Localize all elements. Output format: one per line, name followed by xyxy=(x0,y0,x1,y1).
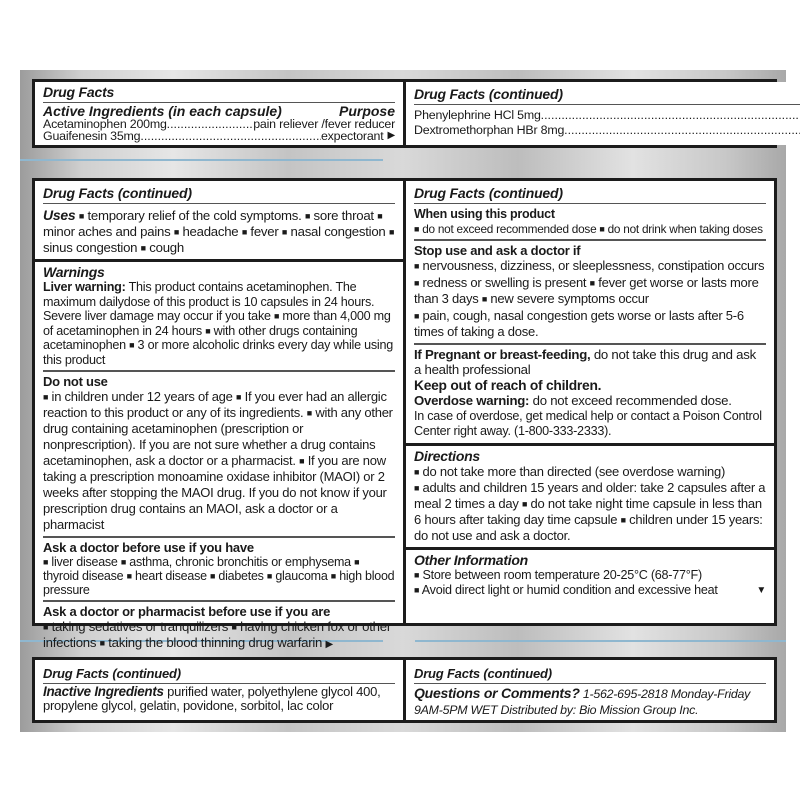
leader-dots xyxy=(564,123,800,138)
list-line xyxy=(414,464,766,480)
bullet-icon: ■ xyxy=(210,571,216,581)
questions-comments xyxy=(414,685,766,718)
bullet-icon: ■ xyxy=(173,227,180,237)
other-information-section xyxy=(414,550,766,601)
list-item: temporary relief of the cold symptoms. xyxy=(84,208,302,223)
usage-directions-panel xyxy=(406,181,774,623)
bullet-icon: ■ xyxy=(43,557,49,567)
overdose-warning xyxy=(414,393,766,409)
pregnancy-warning xyxy=(414,347,766,378)
uses-heading: Uses xyxy=(43,207,76,223)
list-item: taking the blood thinning drug warfarin xyxy=(104,635,323,650)
list-line xyxy=(414,275,766,308)
continue-down-arrow-icon: ▼ xyxy=(756,584,766,596)
leader-dots xyxy=(167,118,254,130)
other-information-item: ■ Avoid direct light or humid condition and excessive heat ▼ xyxy=(414,582,766,597)
list-item: minor aches and pains xyxy=(43,224,171,239)
liver-warning-text: This product contains acetaminophen. The maximum dailydose of this product is 10 capsules in 24 hours. Severe liver damage may occur if you take xyxy=(43,280,375,323)
ask-pharmacist-section xyxy=(43,602,395,656)
ingredient-row xyxy=(43,130,395,142)
do-not-use-heading: Do not use xyxy=(43,374,108,389)
list-item: fever xyxy=(247,224,279,239)
drug-facts-middle-row xyxy=(32,178,777,650)
bullet-icon: ■ xyxy=(140,243,146,253)
ingredient-purpose: pain reliever /fever reducer xyxy=(253,117,395,131)
continue-right-arrow-icon: ▶ xyxy=(387,130,395,141)
list-item: fever get worse or lasts more than 3 days xyxy=(414,274,759,306)
overdose-detail: In case of overdose, get medical help or contact a Poison Control Center right away. (1-800-333-2333). xyxy=(414,408,762,438)
bullet-icon: ■ xyxy=(589,277,595,288)
list-item: adults and children 15 years and older: take 2 capsules after a meal 2 times a day xyxy=(414,479,766,511)
leader-dots xyxy=(140,130,321,142)
bullet-icon: ■ xyxy=(304,211,311,221)
questions-heading: Questions or Comments? xyxy=(414,685,580,701)
leader-dots xyxy=(541,108,800,123)
active-ingredients-heading: Active Ingredients (in each capsule) xyxy=(43,103,282,119)
bullet-icon: ■ xyxy=(414,224,420,234)
ask-doctor-heading: Ask a doctor before use if you have xyxy=(43,540,254,555)
uses-section xyxy=(35,205,403,262)
inactive-ingredients xyxy=(43,685,395,713)
ask-pharmacist-list xyxy=(43,619,391,650)
inactive-ingredients-text: purified water, polyethylene glycol 400, propylene glycol, gelatin, povidone, sorbitol, lac color xyxy=(43,684,381,713)
list-item: diabetes xyxy=(215,569,264,583)
panel-header: Drug Facts (continued) xyxy=(43,665,395,684)
stop-use-section xyxy=(414,241,766,345)
separator-line xyxy=(20,159,383,161)
when-using-list xyxy=(414,222,763,236)
bullet-icon: ■ xyxy=(521,498,528,509)
questions-text: 1-562-695-2818 Monday-Friday 9AM-5PM WET Distributed by: Bio Mission Group Inc. xyxy=(414,687,751,717)
list-item: headache xyxy=(179,224,239,239)
drug-facts-top-row xyxy=(32,79,777,148)
uses-warnings-panel xyxy=(35,181,403,650)
directions-heading: Directions xyxy=(414,447,480,464)
panel-header: Drug Facts (continued) xyxy=(43,185,395,204)
ingredient-row xyxy=(414,108,800,123)
panel-header: Drug Facts (continued) xyxy=(414,86,800,105)
active-ingredients-continued-panel xyxy=(406,82,800,145)
keep-out-of-reach: Keep out of reach of children. xyxy=(414,377,602,393)
pregnancy-label: If Pregnant or breast-feeding, xyxy=(414,346,591,362)
bullet-icon: ■ xyxy=(414,482,420,493)
list-line xyxy=(414,258,766,275)
list-item: pain, cough, nasal congestion gets worse or lasts after 5-6 times of taking a dose. xyxy=(414,307,744,339)
ingredient-name: Phenylephrine HCl 5mg xyxy=(414,108,541,122)
panel-header: Drug Facts (continued) xyxy=(414,665,766,684)
ask-doctor-list xyxy=(43,555,394,597)
bullet-icon: ■ xyxy=(414,310,420,321)
directions-section xyxy=(406,446,774,550)
list-item: do not exceed recommended dose xyxy=(419,222,597,236)
ask-pharmacist-heading: Ask a doctor or pharmacist before use if you are xyxy=(43,604,331,619)
other-information-item: ■ Store between room temperature 20-25°C (68-77°F) xyxy=(414,567,702,582)
questions-panel xyxy=(406,660,774,720)
list-item: with any other drug containing acetaminophen (prescription or nonprescription). If you are not sure whether a drug contains acetaminophen, ask a doctor or a pharmacist. xyxy=(43,405,393,468)
list-item: If you ever had an allergic reaction to this product or any of its ingredients. xyxy=(43,389,387,420)
pregnancy-overdose-section xyxy=(406,345,774,446)
list-item: more than 4,000 mg of acetaminophen in 24 hours xyxy=(43,309,391,338)
ingredient-name: Dextromethorphan HBr 8mg xyxy=(414,123,565,137)
active-ingredients-heading-row xyxy=(43,104,395,118)
warnings-heading: Warnings xyxy=(43,264,105,280)
bullet-icon: ■ xyxy=(299,456,305,466)
ingredient-row xyxy=(414,123,800,138)
list-item: asthma, chronic bronchitis or emphysema xyxy=(126,555,351,569)
list-item: do not drink when taking doses xyxy=(604,222,763,236)
list-item: redness or swelling is present xyxy=(419,274,587,290)
liver-warning-label: Liver warning: xyxy=(43,280,126,294)
do-not-use-section xyxy=(43,372,395,538)
ingredient-name: Acetaminophen 200mg xyxy=(43,117,167,131)
list-item: If you are now taking a prescription monoamine oxidase inhibitor (MAOI) or 2 weeks after stopping the MAOI drug. If you do not know if your prescription drug contains an MAOI, ask a doctor or a pharmacist xyxy=(43,453,387,532)
continue-right-arrow-icon: ▶ xyxy=(325,639,333,650)
do-not-use-list xyxy=(43,389,393,532)
list-item: glaucoma xyxy=(272,569,328,583)
list-item: cough xyxy=(145,240,184,255)
list-item: high blood pressure xyxy=(43,569,395,597)
bullet-icon: ■ xyxy=(281,227,288,237)
bullet-icon: ■ xyxy=(330,571,336,581)
list-item: nasal congestion xyxy=(287,224,386,239)
list-item: taking sedatives or tranquilizers xyxy=(48,619,229,634)
when-using-heading: When using this product xyxy=(414,207,555,221)
list-item: do not take night time capsule in less than 6 hours after taking day time capsule xyxy=(414,495,762,527)
list-item: having chicken fox or other infections xyxy=(43,619,391,650)
bullet-icon: ■ xyxy=(266,571,273,581)
warnings-section xyxy=(43,262,395,372)
list-line xyxy=(414,308,766,340)
other-information-heading: Other Information xyxy=(414,551,528,568)
list-item: heart disease xyxy=(131,569,207,583)
bullet-icon: ■ xyxy=(43,622,49,632)
list-item: sinus congestion xyxy=(43,240,138,255)
bullet-icon: ■ xyxy=(414,277,420,288)
stop-use-list xyxy=(414,258,766,340)
stop-use-heading: Stop use and ask a doctor if xyxy=(414,243,581,258)
list-item: sore throat xyxy=(310,208,374,223)
list-item: do not take more than directed (see overdose warning) xyxy=(419,463,726,479)
inactive-ingredients-heading: Inactive Ingredients xyxy=(43,684,164,699)
bullet-icon: ■ xyxy=(120,557,127,567)
bullet-icon: ■ xyxy=(414,261,420,271)
bullet-icon: ■ xyxy=(481,294,488,304)
panel-header: Drug Facts xyxy=(43,84,395,103)
inactive-ingredients-panel xyxy=(35,660,403,720)
bullet-icon: ■ xyxy=(126,571,132,581)
list-item: 3 or more alcoholic drinks every day while using this product xyxy=(43,338,393,367)
bullet-icon: ■ xyxy=(205,325,211,336)
bullet-icon: ■ xyxy=(377,211,383,221)
ask-doctor-section xyxy=(43,538,395,602)
list-item: with other drugs containing acetaminophen xyxy=(43,323,358,352)
bullet-icon: ■ xyxy=(306,408,312,418)
panel-header: Drug Facts (continued) xyxy=(414,185,766,204)
separator-line xyxy=(415,640,786,642)
uses-list xyxy=(43,208,394,255)
list-item: children under 15 years: do not use and ask a doctor. xyxy=(414,511,763,543)
bullet-icon: ■ xyxy=(78,211,85,221)
list-item: nervousness, dizziness, or sleeplessness, constipation occurs xyxy=(419,258,765,273)
bullet-icon: ■ xyxy=(231,622,237,632)
bullet-icon: ■ xyxy=(43,392,49,402)
active-ingredients-panel xyxy=(35,82,403,145)
list-item: new severe symptoms occur xyxy=(487,291,649,306)
list-item: in children under 12 years of age xyxy=(48,389,233,404)
overdose-text: do not exceed recommended dose. xyxy=(532,393,732,408)
ingredient-purpose: expectorant xyxy=(320,129,384,143)
ingredient-name: Guaifenesin 35mg xyxy=(43,129,141,143)
bullet-icon: ■ xyxy=(388,227,395,237)
drug-facts-bottom-row xyxy=(32,657,777,723)
purpose-heading: Purpose xyxy=(338,103,395,119)
bullet-icon: ■ xyxy=(241,227,248,237)
overdose-label: Overdose warning: xyxy=(414,393,530,408)
list-line xyxy=(414,480,766,544)
bullet-icon: ■ xyxy=(99,638,105,648)
pregnancy-text: do not take this drug and ask a health professional xyxy=(414,346,756,377)
bullet-icon: ■ xyxy=(414,466,420,477)
list-item: liver disease xyxy=(48,555,118,569)
bullet-icon: ■ xyxy=(354,557,360,567)
bullet-icon: ■ xyxy=(129,340,135,350)
bullet-icon: ■ xyxy=(620,514,626,525)
when-using-section xyxy=(414,205,766,241)
directions-list xyxy=(414,464,766,544)
bullet-icon: ■ xyxy=(274,311,280,321)
bullet-icon: ■ xyxy=(236,392,242,402)
list-item: thyroid disease xyxy=(43,569,124,583)
bullet-icon: ■ xyxy=(599,224,605,234)
